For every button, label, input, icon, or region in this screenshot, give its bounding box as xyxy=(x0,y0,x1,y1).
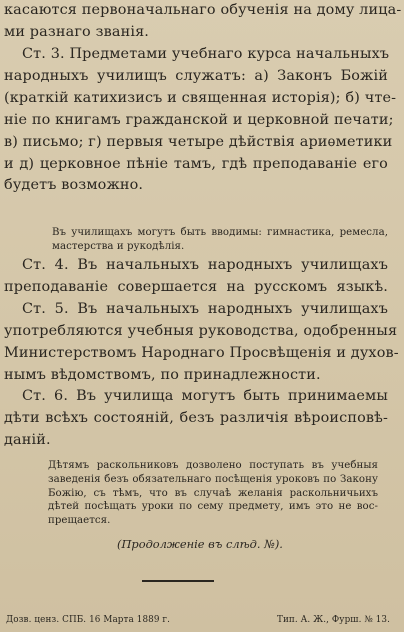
note-line: мастерства и рукодѣлія. xyxy=(52,240,185,252)
top-paragraph xyxy=(4,0,402,44)
text-line: дѣти всѣхъ состояній, безъ различія вѣроисповѣ- xyxy=(4,410,388,427)
note-line: Въ училищахъ могутъ быть вводимы: гимнастика, ремесла, xyxy=(52,227,388,238)
text-line: даній. xyxy=(4,432,51,449)
text-line: Ст. 6. Въ училища могутъ быть принимаемы xyxy=(22,388,388,405)
note-line: дѣтей посѣщать уроки по сему предмету, имъ это не вос- xyxy=(48,501,378,513)
note-line: Божію, съ тѣмъ, что въ случаѣ желанія раскольничьихъ xyxy=(48,487,378,499)
divider-rule xyxy=(142,580,214,582)
text-line: (краткій катихизисъ и священная исторія); б) чте- xyxy=(4,89,397,106)
printer-note: Тип. А. Ж., Фурш. № 13. xyxy=(276,615,390,625)
note-line: заведенія безъ обязательнаго посѣщенія уроковъ по Закону xyxy=(48,473,378,485)
note-1 xyxy=(52,226,388,253)
continuation-note: (Продолженіе въ слѣд. №). xyxy=(117,537,283,551)
text-line: и д) церковное пѣніе тамъ, гдѣ преподаваніе его xyxy=(4,155,388,172)
note-2 xyxy=(48,459,378,528)
text-line: касаются первоначальнаго обученія на дому лица- xyxy=(4,2,402,18)
page-footer xyxy=(6,615,390,625)
censorship-note: Дозв. ценз. СПБ. 16 Марта 1889 г. xyxy=(6,615,171,625)
text-line: Ст. 4. Въ начальныхъ народныхъ училищахъ xyxy=(22,257,388,273)
text-line: нымъ вѣдомствомъ, по принадлежности. xyxy=(4,366,321,383)
article-3 xyxy=(4,44,397,197)
text-line: в) письмо; г) первыя четыре дѣйствія ариѳметики xyxy=(4,133,393,150)
note-line: Дѣтямъ раскольниковъ дозволено поступать въ учебныя xyxy=(48,460,378,471)
text-line: употребляются учебныя руководства, одобренныя xyxy=(4,322,398,339)
text-line: ми разнаго званія. xyxy=(4,23,150,40)
text-line: Ст. 5. Въ начальныхъ народныхъ училищахъ xyxy=(22,300,388,317)
text-line: преподаваніе совершается на русскомъ языкѣ. xyxy=(4,278,388,295)
text-line: Министерствомъ Народнаго Просвѣщенія и духов- xyxy=(4,344,399,361)
note-line: прещается. xyxy=(48,515,111,527)
text-line: ніе по книгамъ гражданской и церковной печати; xyxy=(4,111,394,128)
text-line: народныхъ училищъ служатъ: а) Законъ Божій xyxy=(4,67,388,84)
articles-4-6 xyxy=(4,255,399,452)
text-line: будетъ возможно. xyxy=(4,177,144,194)
text-line: Ст. 3. Предметами учебнаго курса начальныхъ xyxy=(22,46,390,62)
